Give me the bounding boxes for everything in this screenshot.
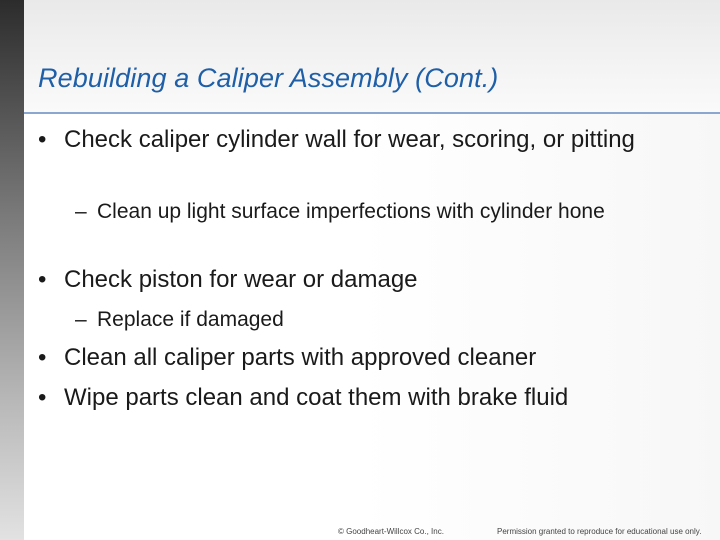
title-divider	[24, 112, 720, 114]
left-accent-bar	[0, 0, 24, 540]
sub-bullet-text: Replace if damaged	[97, 308, 284, 331]
slide-title: Rebuilding a Caliper Assembly (Cont.)	[38, 63, 499, 93]
bullet-marker: •	[38, 344, 47, 371]
footer-permission: Permission granted to reproduce for educational use only.	[497, 527, 702, 536]
bullet-marker: •	[38, 266, 47, 293]
bullet-text: Check piston for wear or damage	[64, 266, 418, 293]
bullet-marker: •	[38, 384, 47, 411]
bullet-marker: •	[38, 126, 47, 153]
bullet-text: Wipe parts clean and coat them with brake fluid	[64, 384, 569, 411]
sub-bullet-text: Clean up light surface imperfections with cylinder hone	[97, 200, 605, 223]
sub-bullet-marker: –	[75, 200, 87, 223]
bullet-text: Check caliper cylinder wall for wear, scoring, or pitting	[64, 126, 635, 153]
header-band	[24, 0, 720, 113]
bullet-text: Clean all caliper parts with approved cleaner	[64, 344, 537, 371]
footer-copyright: © Goodheart-Willcox Co., Inc.	[338, 527, 444, 536]
sub-bullet-marker: –	[75, 308, 87, 331]
